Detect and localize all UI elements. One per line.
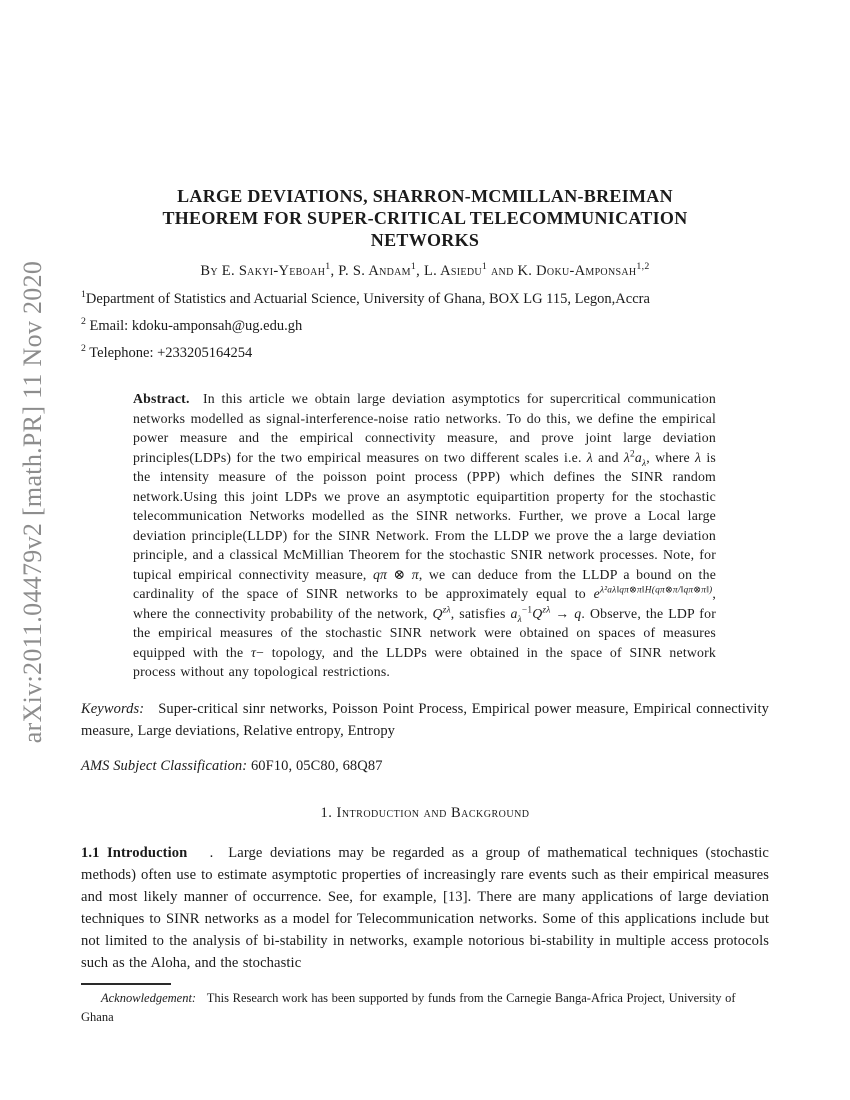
paper-title-line-1: LARGE DEVIATIONS, SHARRON-MCMILLAN-BREIMAN xyxy=(177,186,673,206)
keywords-line: Keywords: Super-critical sinr networks, Poisson Point Process, Empirical power measure, Empirical connectivity measure, Large deviations, Relative entropy, Entropy xyxy=(81,700,769,739)
affiliation-email-line: $^2$ Email: kdoku-amponsah@ug.edu.gh xyxy=(81,316,303,334)
introduction-paragraph: 1.1 Introduction . Large deviations may be regarded as a group of mathematical techniques (stochastic methods) often use to estimate asymptotic properties of increasingly rare events such as their empirical measures and most likely manner of occurrence. See, for example, [13]. There are many applications of large deviation techniques to SINR networks as a model for Telecommunication networks. Some of this applications include but not limited to the analysis of bi-stability in networks, example notorious bi-stability in multiple access protocols such as the Aloha, and the stochastic xyxy=(81,844,769,971)
ams-classification-line: AMS Subject Classification: 60F10, 05C80, 68Q87 xyxy=(81,757,383,774)
acknowledgement-footnote: Acknowledgement: This Research work has been supported by funds from the Carnegie Banga-Africa Project, University of Ghana xyxy=(81,990,736,1024)
paper-title-line-3: NETWORKS xyxy=(370,230,480,250)
affiliations-block xyxy=(81,286,769,367)
arxiv-watermark: arXiv:2011.04479v2 [math.PR] 11 Nov 2020 xyxy=(18,260,47,744)
paper-title xyxy=(81,185,769,251)
section-heading-introduction: 1. Introduction and Background xyxy=(320,804,530,821)
footnote-rule xyxy=(81,983,171,985)
paper-title-line-2: THEOREM FOR SUPER-CRITICAL TELECOMMUNICATION xyxy=(162,208,688,228)
abstract-paragraph: Abstract. In this article we obtain large deviation asymptotics for supercritical communication networks modelled as signal-interference-noise ratio networks. To do this, we define the empirical power measure and the empirical connectivity measure, and prove joint large deviation principles(LDPs) for the two empirical measures on two different scales i.e. λ and $\lambda^2a_\lambda$, where λ is the intensity measure of the poisson point process (PPP) which defines the SINR random network.Using this joint LDPs we prove an asymptotic equipartition property for the stochastic telecommunication Networks modelled as the SINR networks. Further, we prove a Local large deviation principle(LLDP) for the SINR Network. From the LLDP we prove the a large deviation principle, and a classical McMillian Theorem for the stochastic SNIR network processes. Note, for tupical empirical connectivity measure, qπ ⊗ π, we can deduce from the LLDP a bound on the cardinality of the space of SINR networks to be approximately equal to $e^{\lambda^2a\lambda‖q\pi\otimes\pi‖H(q\pi\otimes\pi/‖q\pi\otimes\pi‖)}$, where the connectivity probability of the network, $Q^{z\lambda}$, satisfies $a_\lambda^{-1}Q^{z\lambda} \to q$. Observe, the LDP for the empirical measures of the stochastic SINR network were obtained on spaces of measures equipped with the τ− topology, and the LLDPs were obtained in the space of SINR network process without any topological restrictions. xyxy=(133,391,717,679)
affiliation-department-line: $^1$Department of Statistics and Actuarial Science, University of Ghana, BOX LG 115, Legon,Accra xyxy=(81,289,650,307)
paper-content xyxy=(81,0,769,1027)
affiliation-telephone-line: $^2$ Telephone: +233205164254 xyxy=(81,343,253,361)
authors-line: By E. Sakyi-Yeboah$^1$, P. S. Andam$^1$, L. Asiedu$^1$ and K. Doku-Amponsah$^{1,2}$ xyxy=(200,261,650,279)
